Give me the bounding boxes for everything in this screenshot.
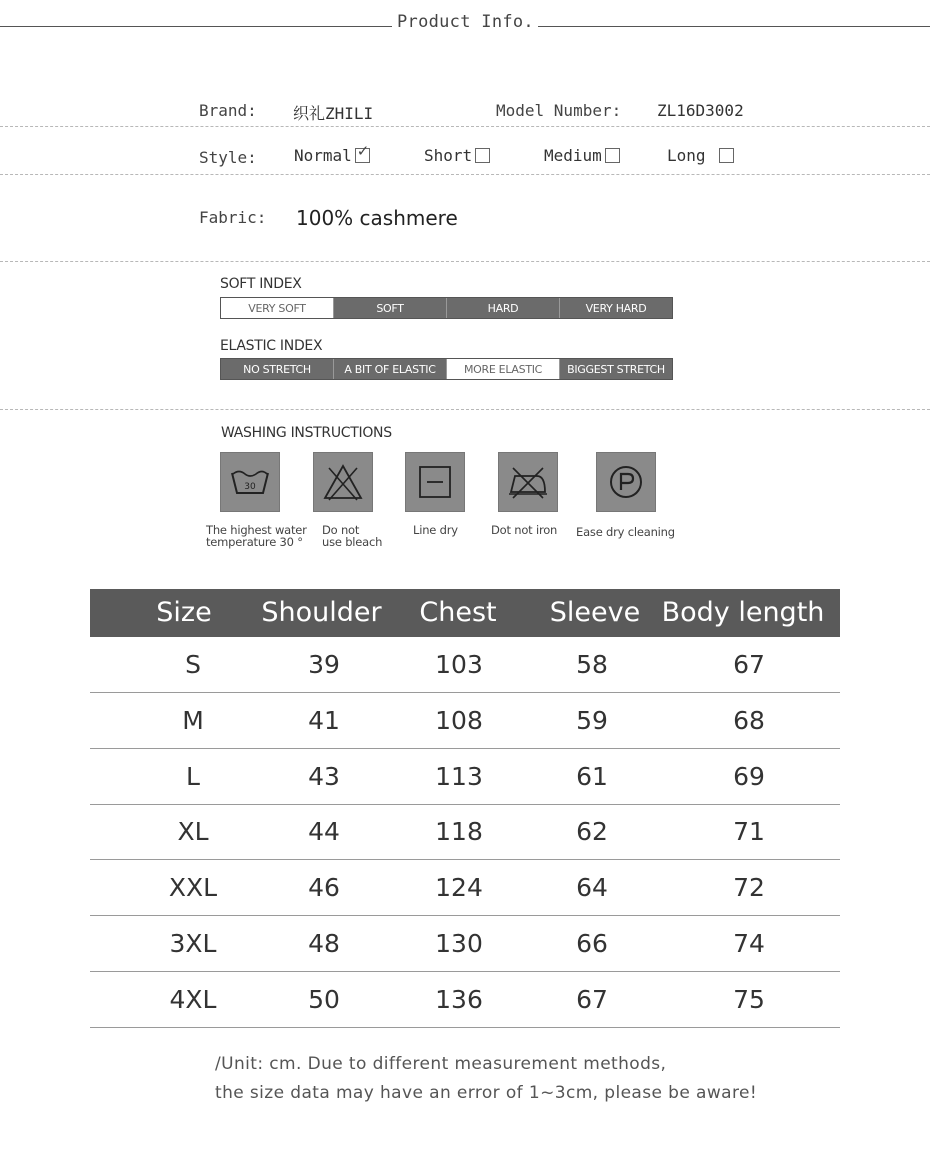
table-row bbox=[90, 749, 840, 805]
elastic-level-no-stretch: NO STRETCH bbox=[221, 359, 333, 379]
elastic-level-more: MORE ELASTIC bbox=[446, 359, 559, 379]
header-size: Size bbox=[156, 597, 212, 628]
cell-chest: 130 bbox=[435, 929, 483, 958]
soft-index-bar bbox=[220, 297, 673, 319]
check-icon: ✓ bbox=[356, 142, 370, 160]
soft-index-title: SOFT INDEX bbox=[220, 276, 302, 292]
soft-level-very-hard: VERY HARD bbox=[559, 298, 672, 318]
cell-body-length: 67 bbox=[733, 650, 765, 679]
cell-sleeve: 66 bbox=[576, 929, 608, 958]
style-option-label: Long bbox=[667, 146, 706, 165]
cell-body-length: 68 bbox=[733, 705, 765, 735]
note-line-1: /Unit: cm. Due to different measurement methods, bbox=[215, 1054, 667, 1074]
style-option-label: Short bbox=[424, 146, 473, 165]
cell-size: XL bbox=[177, 817, 209, 847]
checkbox-unchecked bbox=[475, 148, 490, 163]
cell-shoulder: 41 bbox=[308, 705, 340, 735]
bleach-caption: Do not use bleach bbox=[322, 523, 383, 549]
wash-caption: The highest water temperature 30 ° bbox=[206, 523, 307, 549]
page-title: Product Info. bbox=[397, 12, 534, 32]
no-iron-icon bbox=[498, 452, 558, 512]
cell-body-length: 71 bbox=[733, 817, 765, 847]
table-row bbox=[90, 860, 840, 916]
style-option-short bbox=[424, 146, 490, 165]
svg-text:30: 30 bbox=[244, 482, 256, 492]
cell-shoulder: 43 bbox=[308, 761, 340, 791]
table-row bbox=[90, 972, 840, 1028]
dry-caption: Line dry bbox=[413, 523, 458, 537]
elastic-index-bar bbox=[220, 358, 673, 380]
cell-size: 4XL bbox=[169, 984, 217, 1014]
cell-shoulder: 46 bbox=[308, 873, 340, 903]
header-shoulder: Shoulder bbox=[261, 597, 382, 628]
table-row bbox=[90, 693, 840, 749]
table-row bbox=[90, 916, 840, 972]
table-row bbox=[90, 637, 840, 693]
cell-sleeve: 64 bbox=[576, 873, 608, 903]
cell-sleeve: 67 bbox=[576, 984, 608, 1014]
cell-body-length: 74 bbox=[733, 929, 765, 958]
note-line-2: the size data may have an error of 1~3cm, please be aware! bbox=[215, 1083, 758, 1103]
dry-clean-caption: Ease dry cleaning bbox=[576, 525, 675, 539]
cell-shoulder: 44 bbox=[308, 817, 340, 847]
cell-size: 3XL bbox=[169, 929, 217, 958]
soft-level-very-soft: VERY SOFT bbox=[221, 298, 333, 318]
cell-sleeve: 58 bbox=[576, 650, 608, 679]
style-label: Style: bbox=[199, 148, 257, 167]
dry-clean-p-icon bbox=[596, 452, 656, 512]
checkbox-unchecked bbox=[605, 148, 620, 163]
brand-label: Brand: bbox=[199, 101, 257, 120]
style-option-medium bbox=[544, 146, 620, 165]
soft-level-hard: HARD bbox=[446, 298, 559, 318]
cell-chest: 136 bbox=[435, 984, 483, 1014]
elastic-level-biggest: BIGGEST STRETCH bbox=[559, 359, 672, 379]
iron-caption: Dot not iron bbox=[491, 523, 558, 537]
cell-body-length: 69 bbox=[733, 761, 765, 791]
divider bbox=[0, 409, 930, 410]
cell-size: S bbox=[185, 650, 201, 679]
brand-value: 织礼ZHILI bbox=[293, 104, 374, 123]
style-option-normal bbox=[294, 142, 370, 165]
style-option-label: Medium bbox=[544, 146, 602, 165]
cell-chest: 124 bbox=[435, 873, 483, 903]
header-body-length: Body length bbox=[661, 597, 825, 628]
style-option-label: Normal bbox=[294, 146, 352, 165]
header-rule-right bbox=[538, 26, 930, 27]
header-sleeve: Sleeve bbox=[549, 597, 641, 628]
header-chest: Chest bbox=[419, 597, 497, 628]
model-label: Model Number: bbox=[496, 101, 622, 120]
line-dry-icon bbox=[405, 452, 465, 512]
cell-sleeve: 62 bbox=[576, 817, 608, 847]
checkbox-checked bbox=[355, 142, 370, 163]
cell-body-length: 72 bbox=[733, 873, 765, 903]
elastic-index-title: ELASTIC INDEX bbox=[220, 338, 323, 354]
cell-shoulder: 48 bbox=[308, 929, 340, 958]
model-value: ZL16D3002 bbox=[657, 101, 744, 120]
table-row bbox=[90, 804, 840, 860]
cell-sleeve: 59 bbox=[576, 705, 608, 735]
washing-title: WASHING INSTRUCTIONS bbox=[221, 425, 392, 441]
cell-chest: 118 bbox=[435, 817, 483, 847]
cell-size: M bbox=[182, 705, 204, 735]
cell-size: L bbox=[186, 761, 200, 791]
cell-chest: 113 bbox=[435, 761, 483, 791]
size-table-header bbox=[90, 589, 840, 637]
checkbox-unchecked bbox=[719, 148, 734, 163]
style-option-long bbox=[667, 146, 734, 165]
cell-chest: 103 bbox=[435, 650, 483, 679]
soft-level-soft: SOFT bbox=[333, 298, 446, 318]
cell-shoulder: 39 bbox=[308, 650, 340, 679]
header-rule-left bbox=[0, 26, 392, 27]
cell-body-length: 75 bbox=[733, 984, 765, 1014]
divider bbox=[0, 261, 930, 262]
cell-size: XXL bbox=[168, 873, 218, 903]
no-bleach-icon bbox=[313, 452, 373, 512]
wash-30-icon bbox=[220, 452, 280, 512]
elastic-level-a-bit: A BIT OF ELASTIC bbox=[333, 359, 446, 379]
cell-chest: 108 bbox=[435, 705, 483, 735]
fabric-value: 100% cashmere bbox=[296, 206, 458, 230]
divider bbox=[0, 126, 930, 127]
divider bbox=[0, 174, 930, 175]
cell-sleeve: 61 bbox=[576, 761, 608, 791]
fabric-label: Fabric: bbox=[199, 208, 267, 227]
cell-shoulder: 50 bbox=[308, 984, 340, 1014]
